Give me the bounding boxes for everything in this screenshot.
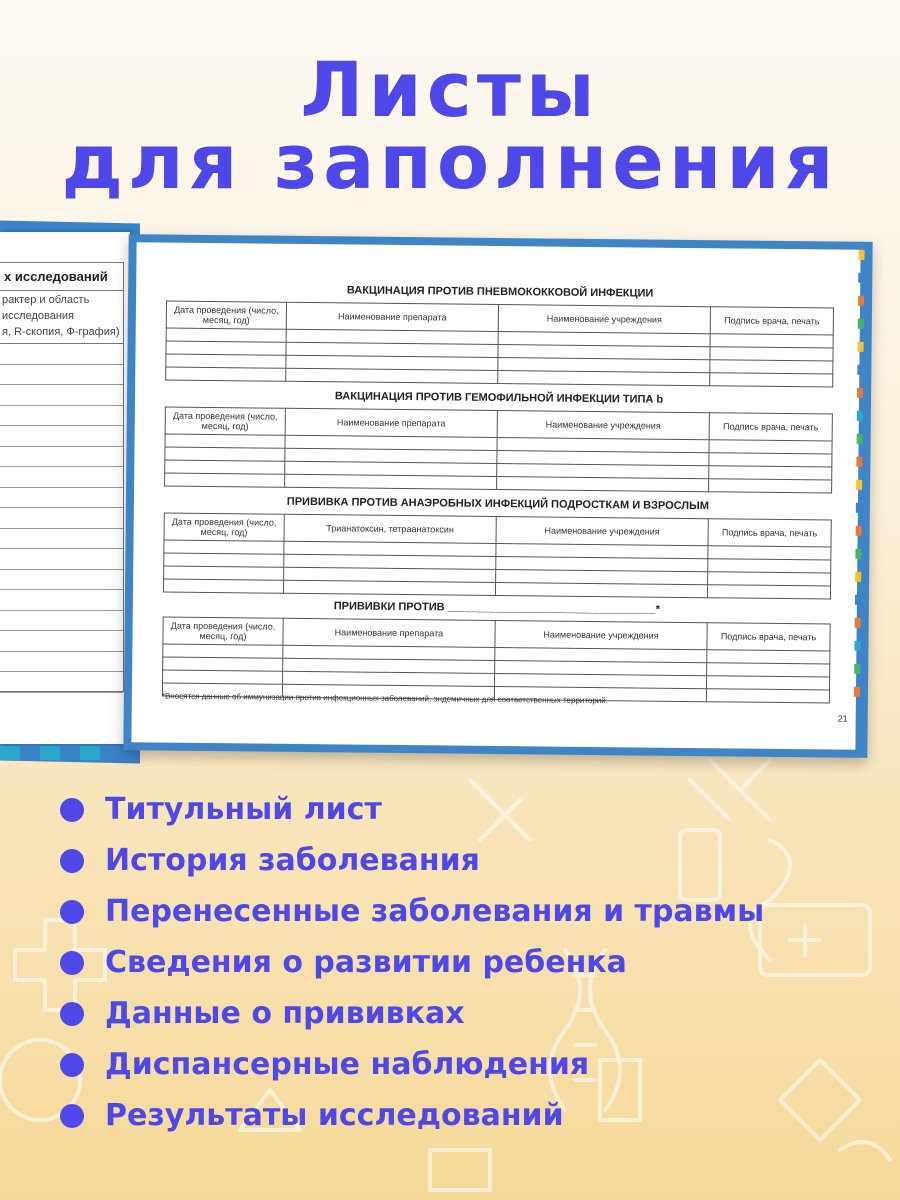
column-header: Подпись врача, печать — [707, 623, 830, 651]
color-tab — [857, 411, 863, 421]
column-header: Дата проведения (число, месяц, год) — [165, 407, 285, 435]
empty-cell[interactable] — [286, 368, 498, 383]
feature-item — [60, 1039, 764, 1090]
left-ruled-line — [0, 590, 123, 611]
empty-cell[interactable] — [706, 676, 829, 690]
feature-item — [60, 937, 764, 988]
table-pneumococcal — [165, 301, 834, 388]
color-tab — [857, 365, 863, 375]
bullet-dot-icon — [60, 900, 84, 924]
bullet-dot-icon — [60, 1002, 84, 1026]
color-tab — [858, 296, 864, 306]
left-ruled-line — [0, 467, 123, 488]
empty-cell[interactable] — [709, 453, 832, 467]
bullet-dot-icon — [60, 951, 84, 975]
color-tab — [858, 342, 864, 352]
book-left-page — [0, 232, 130, 744]
color-tab — [856, 503, 862, 513]
section-title-anaerobic: ПРИВИВКА ПРОТИВ АНАЭРОБНЫХ ИНФЕКЦИЙ ПОДРОСТКАМ И ВЗРОСЛЫМ — [286, 495, 710, 513]
empty-cell[interactable] — [164, 540, 284, 554]
column-header: Наименование препарата — [283, 618, 495, 647]
table-other — [162, 617, 831, 704]
feature-item — [60, 784, 764, 835]
feature-item — [60, 886, 764, 937]
table-anaerobic — [163, 513, 832, 600]
empty-cell[interactable] — [710, 373, 833, 387]
empty-cell[interactable] — [710, 347, 833, 361]
empty-cell[interactable] — [163, 644, 283, 658]
empty-cell[interactable] — [163, 657, 283, 671]
column-header: Наименование учреждения — [495, 620, 707, 649]
page-number: 21 — [837, 713, 848, 724]
color-tab — [857, 434, 863, 444]
empty-cell[interactable] — [284, 474, 496, 489]
table-hemophilic — [164, 407, 833, 494]
color-tab — [856, 457, 862, 467]
left-ruled-line — [0, 385, 123, 406]
column-header: Дата проведения (число, месяц, год) — [166, 301, 286, 329]
color-tab — [855, 595, 861, 605]
left-ruled-line — [0, 672, 123, 693]
empty-cell[interactable] — [706, 689, 829, 703]
left-ruled-line — [0, 488, 123, 509]
left-ruled-line — [0, 344, 123, 365]
column-header: Наименование препарата — [286, 302, 498, 331]
empty-cell[interactable] — [163, 670, 283, 684]
footnote: *Вносятся данные об иммунизации против инфекционных заболеваний, эндемичных для соответственных территорий. — [161, 691, 609, 706]
empty-cell[interactable] — [164, 566, 284, 580]
column-header: Дата проведения (число, месяц, год) — [163, 617, 283, 645]
empty-cell[interactable] — [163, 579, 283, 593]
empty-cell[interactable] — [166, 367, 286, 381]
color-tab — [858, 273, 864, 283]
empty-cell[interactable] — [709, 466, 832, 480]
color-tab — [858, 250, 864, 260]
empty-cell[interactable] — [166, 354, 286, 368]
feature-label: История заболевания — [105, 843, 480, 878]
left-ruled-line — [0, 570, 123, 591]
feature-label: Диспансерные наблюдения — [105, 1047, 590, 1082]
empty-cell[interactable] — [166, 328, 286, 342]
left-ruled-line — [0, 529, 123, 550]
heading-line-1: Листы — [300, 45, 600, 134]
empty-cell[interactable] — [165, 434, 285, 448]
left-ruled-line — [0, 549, 123, 570]
column-header: Наименование учреждения — [496, 517, 708, 546]
column-header: Наименование учреждения — [498, 305, 710, 334]
color-tab — [854, 687, 860, 697]
bullet-dot-icon — [60, 1104, 84, 1128]
empty-cell[interactable] — [708, 559, 831, 573]
empty-cell[interactable] — [165, 447, 285, 461]
column-header: Подпись врача, печать — [708, 519, 831, 547]
bullet-dot-icon — [60, 798, 84, 822]
color-tab — [855, 572, 861, 582]
feature-item — [60, 835, 764, 886]
empty-cell[interactable] — [708, 546, 831, 560]
color-tab — [854, 664, 860, 674]
book-right-page — [131, 242, 860, 750]
column-header: Подпись врача, печать — [710, 307, 833, 335]
column-header: Трианатоксин, тетраанатоксин — [284, 514, 496, 543]
empty-cell[interactable] — [707, 650, 830, 664]
section-title-pneumococcal: ВАКЦИНАЦИЯ ПРОТИВ ПНЕВМОКОККОВОЙ ИНФЕКЦИИ — [346, 284, 654, 300]
column-header: Наименование препарата — [285, 408, 497, 437]
empty-cell[interactable] — [498, 371, 710, 386]
feature-label: Титульный лист — [105, 792, 382, 827]
section-title-hemophilic: ВАКЦИНАЦИЯ ПРОТИВ ГЕМОФИЛЬНОЙ ИНФЕКЦИИ ТИПА b — [334, 390, 664, 406]
color-tab — [856, 526, 862, 536]
bullet-dot-icon — [60, 849, 84, 873]
left-ruled-line — [0, 365, 123, 386]
left-sub-line: исследования — [2, 310, 74, 322]
empty-cell[interactable] — [710, 360, 833, 374]
left-ruled-line — [0, 508, 123, 529]
column-header: Наименование учреждения — [497, 411, 709, 440]
left-ruled-line — [0, 652, 123, 673]
left-research-table — [0, 262, 124, 692]
left-ruled-line — [0, 406, 123, 427]
column-header: Подпись врача, печать — [709, 413, 832, 441]
left-ruled-line — [0, 611, 123, 632]
color-tab — [858, 319, 864, 329]
empty-cell[interactable] — [165, 460, 285, 474]
bullet-dot-icon — [60, 1053, 84, 1077]
left-ruled-line — [0, 426, 123, 447]
empty-cell[interactable] — [164, 553, 284, 567]
empty-cell[interactable] — [710, 334, 833, 348]
feature-label: Перенесенные заболевания и травмы — [105, 894, 765, 929]
color-tab — [857, 388, 863, 398]
heading-line-2: для заполнения — [61, 117, 839, 206]
left-table-header: х исследований — [0, 263, 123, 291]
section-title-other: ПРИВИВКИ ПРОТИВ __________________________________* — [333, 600, 660, 616]
color-tab — [855, 549, 861, 559]
book-left-edge-strip — [0, 746, 120, 760]
feature-label: Сведения о развитии ребенка — [105, 945, 627, 980]
color-tab — [855, 618, 861, 628]
empty-cell[interactable] — [708, 572, 831, 586]
empty-cell[interactable] — [709, 440, 832, 454]
feature-label: Данные о прививках — [105, 996, 465, 1031]
column-header: Дата проведения (число, месяц, год) — [164, 513, 284, 541]
empty-cell[interactable] — [166, 341, 286, 355]
empty-cell[interactable] — [165, 473, 285, 487]
left-ruled-line — [0, 631, 123, 652]
left-ruled-line — [0, 447, 123, 468]
empty-cell[interactable] — [709, 479, 832, 493]
left-sub-line: рактер и область — [2, 294, 90, 306]
feature-item — [60, 1090, 764, 1141]
feature-list — [60, 784, 764, 1141]
feature-label: Результаты исследований — [105, 1098, 564, 1133]
left-sub-line: я, R-скопия, Ф-графия) — [2, 326, 120, 338]
empty-cell[interactable] — [707, 663, 830, 677]
empty-cell[interactable] — [707, 585, 830, 599]
empty-cell[interactable] — [283, 580, 495, 595]
empty-cell[interactable] — [496, 477, 708, 492]
color-tab — [854, 641, 860, 651]
empty-cell[interactable] — [495, 583, 707, 598]
color-tab — [856, 480, 862, 490]
feature-item — [60, 988, 764, 1039]
